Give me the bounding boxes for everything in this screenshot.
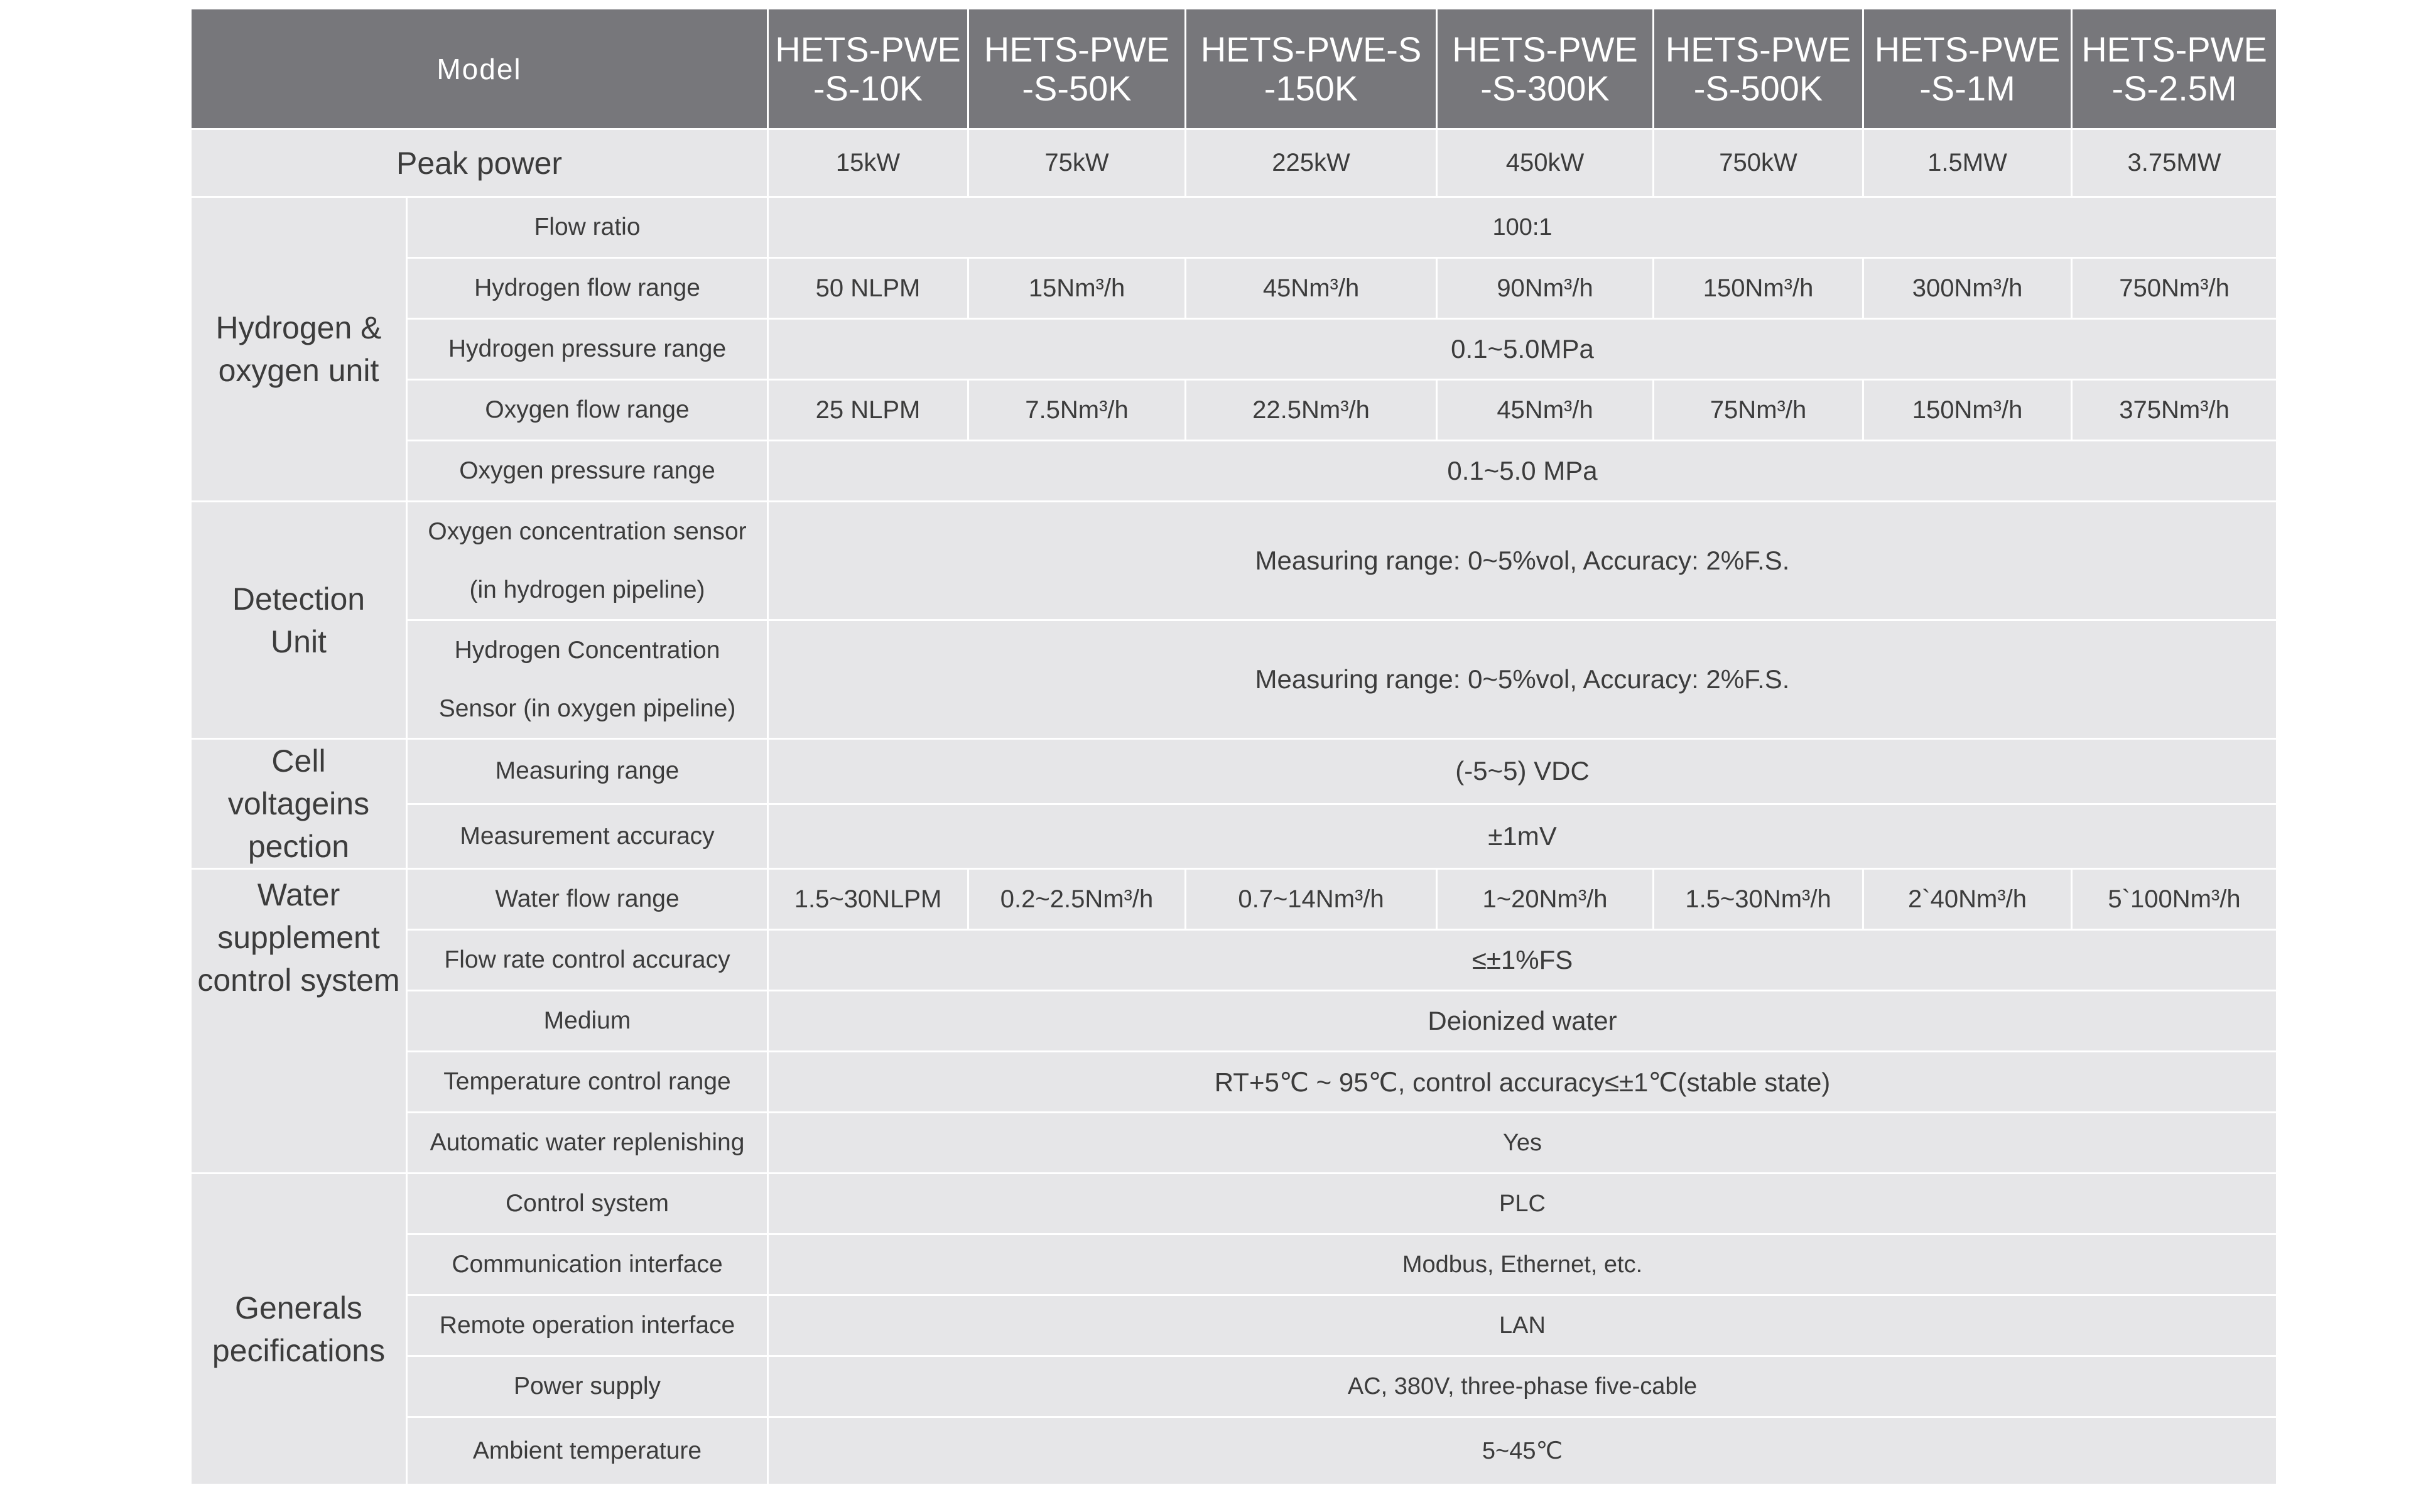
model-name-line: HETS-PWE: [1665, 29, 1851, 69]
medium-value: Deionized water: [768, 991, 2277, 1052]
model-name-line: HETS-PWE: [1874, 29, 2061, 69]
category-cell-voltage: [191, 739, 407, 869]
model-header-300k: [1437, 9, 1654, 129]
flow-ratio-row: [191, 197, 2277, 258]
param-label: Control system: [407, 1174, 768, 1234]
hydrogen-pressure-row: [191, 319, 2277, 380]
medium-row: [191, 991, 2277, 1052]
peak-power-row: [191, 129, 2277, 197]
power-supply-value: AC, 380V, three-phase five-cable: [768, 1356, 2277, 1417]
water-flow-value: 1.5~30Nm³/h: [1654, 869, 1863, 930]
model-header-500k: [1654, 9, 1863, 129]
control-system-row: [191, 1174, 2277, 1234]
model-name-line: -S-1M: [1919, 68, 2015, 108]
param-label: Hydrogen pressure range: [407, 319, 768, 380]
model-name-line: HETS-PWE-S: [1200, 29, 1422, 69]
param-label: Automatic water replenishing: [407, 1113, 768, 1174]
model-name-line: -S-10K: [813, 68, 923, 108]
category-line: Cell voltageins: [227, 743, 370, 821]
communication-row: [191, 1234, 2277, 1295]
cell-measuring-range-value: (-5~5) VDC: [768, 739, 2277, 804]
oxygen-flow-value: 150Nm³/h: [1863, 380, 2072, 441]
param-label: Water flow range: [407, 869, 768, 930]
model-name-line: HETS-PWE: [1452, 29, 1638, 69]
category-line: supplement: [217, 920, 380, 955]
peak-power-value: 75kW: [968, 129, 1186, 197]
param-label: Ambient temperature: [407, 1417, 768, 1485]
flow-ratio-value: 100:1: [768, 197, 2277, 258]
param-label: Temperature control range: [407, 1052, 768, 1113]
model-header-50k: [968, 9, 1186, 129]
oxygen-flow-value: 22.5Nm³/h: [1186, 380, 1437, 441]
category-line: control system: [197, 963, 400, 998]
oxygen-flow-row: [191, 380, 2277, 441]
category-detection: [191, 502, 407, 739]
remote-row: [191, 1295, 2277, 1356]
peak-power-label: Peak power: [191, 129, 768, 197]
param-label: Power supply: [407, 1356, 768, 1417]
oxygen-flow-value: 75Nm³/h: [1654, 380, 1863, 441]
category-line: Hydrogen &: [215, 310, 382, 345]
oxygen-pressure-row: [191, 441, 2277, 502]
header-row: [191, 9, 2277, 129]
param-label: Measuring range: [407, 739, 768, 804]
water-flow-value: 1.5~30NLPM: [768, 869, 968, 930]
peak-power-value: 1.5MW: [1863, 129, 2072, 197]
category-line: Detection: [232, 581, 366, 617]
param-label-line: (in hydrogen pipeline): [469, 576, 705, 603]
oxygen-flow-value: 375Nm³/h: [2072, 380, 2277, 441]
ambient-value: 5~45℃: [768, 1417, 2277, 1485]
cell-accuracy-value: ±1mV: [768, 804, 2277, 869]
water-flow-value: 1~20Nm³/h: [1437, 869, 1654, 930]
hydrogen-flow-value: 45Nm³/h: [1186, 258, 1437, 319]
flow-accuracy-row: [191, 930, 2277, 991]
param-label: Remote operation interface: [407, 1295, 768, 1356]
hydrogen-flow-value: 750Nm³/h: [2072, 258, 2277, 319]
water-flow-row: [191, 869, 2277, 930]
param-label-line: Oxygen concentration sensor: [428, 518, 747, 545]
model-header-10k: [768, 9, 968, 129]
oxygen-flow-value: 45Nm³/h: [1437, 380, 1654, 441]
hydrogen-flow-value: 15Nm³/h: [968, 258, 1186, 319]
cell-measuring-range-row: [191, 739, 2277, 804]
param-label-line: Sensor (in oxygen pipeline): [438, 695, 736, 722]
param-label: Flow rate control accuracy: [407, 930, 768, 991]
model-header-2-5m: [2072, 9, 2277, 129]
control-system-value: PLC: [768, 1174, 2277, 1234]
o2-sensor-value: Measuring range: 0~5%vol, Accuracy: 2%F.S.: [768, 502, 2277, 620]
param-label: Measurement accuracy: [407, 804, 768, 869]
model-name-line: -S-2.5M: [2111, 68, 2237, 108]
model-header-1m: [1863, 9, 2072, 129]
category-line: Unit: [271, 624, 327, 659]
temperature-value: RT+5℃ ~ 95℃, control accuracy≤±1℃(stable state): [768, 1052, 2277, 1113]
category-line: Water: [257, 877, 340, 912]
communication-value: Modbus, Ethernet, etc.: [768, 1234, 2277, 1295]
model-name-line: -150K: [1264, 68, 1358, 108]
h2-sensor-row: [191, 620, 2277, 739]
category-line: Generals: [235, 1290, 362, 1326]
flow-accuracy-value: ≤±1%FS: [768, 930, 2277, 991]
auto-replenish-value: Yes: [768, 1113, 2277, 1174]
hydrogen-flow-value: 90Nm³/h: [1437, 258, 1654, 319]
oxygen-pressure-value: 0.1~5.0 MPa: [768, 441, 2277, 502]
hydrogen-flow-row: [191, 258, 2277, 319]
spec-table: [190, 8, 2278, 1486]
model-name-line: -S-50K: [1022, 68, 1132, 108]
hydrogen-flow-value: 50 NLPM: [768, 258, 968, 319]
h2-sensor-value: Measuring range: 0~5%vol, Accuracy: 2%F.S.: [768, 620, 2277, 739]
o2-sensor-row: [191, 502, 2277, 620]
param-label: Oxygen pressure range: [407, 441, 768, 502]
category-line: oxygen unit: [218, 353, 379, 388]
category-general: [191, 1174, 407, 1485]
model-name-line: HETS-PWE: [984, 29, 1170, 69]
hydrogen-flow-value: 300Nm³/h: [1863, 258, 2072, 319]
model-header: Model: [191, 9, 768, 129]
category-water: [191, 869, 407, 1174]
model-name-line: -S-300K: [1480, 68, 1610, 108]
category-line: pection: [247, 829, 350, 864]
param-label: Communication interface: [407, 1234, 768, 1295]
peak-power-value: 225kW: [1186, 129, 1437, 197]
model-header-150k: [1186, 9, 1437, 129]
temperature-row: [191, 1052, 2277, 1113]
category-hydrogen-oxygen: [191, 197, 407, 502]
peak-power-value: 750kW: [1654, 129, 1863, 197]
model-name-line: HETS-PWE: [775, 29, 961, 69]
water-flow-value: 0.7~14Nm³/h: [1186, 869, 1437, 930]
param-label: Hydrogen flow range: [407, 258, 768, 319]
ambient-row: [191, 1417, 2277, 1485]
category-line: pecifications: [212, 1332, 386, 1368]
hydrogen-pressure-value: 0.1~5.0MPa: [768, 319, 2277, 380]
water-flow-value: 5`100Nm³/h: [2072, 869, 2277, 930]
hydrogen-flow-value: 150Nm³/h: [1654, 258, 1863, 319]
oxygen-flow-value: 25 NLPM: [768, 380, 968, 441]
remote-value: LAN: [768, 1295, 2277, 1356]
param-label: Oxygen flow range: [407, 380, 768, 441]
peak-power-value: 15kW: [768, 129, 968, 197]
param-label: Flow ratio: [407, 197, 768, 258]
param-label: [407, 502, 768, 620]
cell-accuracy-row: [191, 804, 2277, 869]
param-label-line: Hydrogen Concentration: [454, 637, 720, 664]
peak-power-value: 3.75MW: [2072, 129, 2277, 197]
param-label: [407, 620, 768, 739]
oxygen-flow-value: 7.5Nm³/h: [968, 380, 1186, 441]
water-flow-value: 2`40Nm³/h: [1863, 869, 2072, 930]
peak-power-value: 450kW: [1437, 129, 1654, 197]
water-flow-value: 0.2~2.5Nm³/h: [968, 869, 1186, 930]
param-label: Medium: [407, 991, 768, 1052]
auto-replenish-row: [191, 1113, 2277, 1174]
model-name-line: -S-500K: [1693, 68, 1823, 108]
power-supply-row: [191, 1356, 2277, 1417]
model-name-line: HETS-PWE: [2081, 29, 2267, 69]
